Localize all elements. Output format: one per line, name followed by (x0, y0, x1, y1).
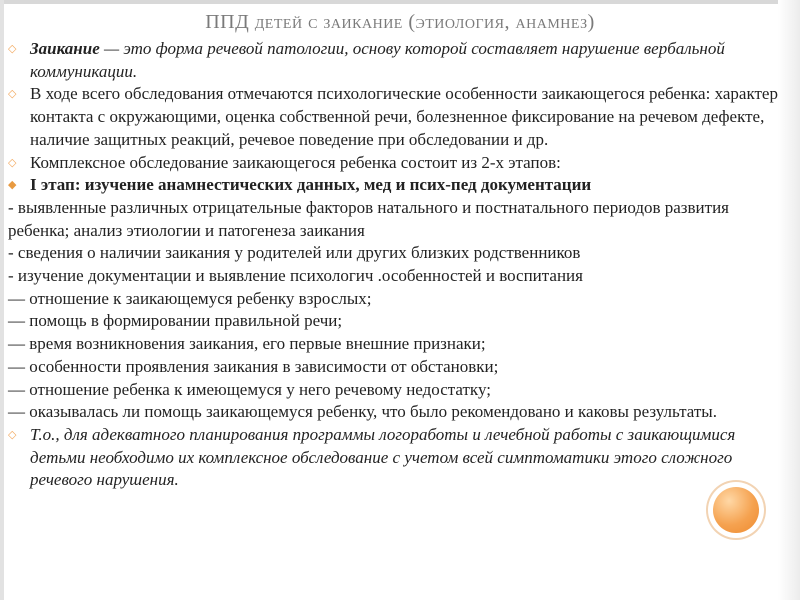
definition-text (30, 38, 786, 83)
list-line: - выявленные различных отрицательные факторов натального и постнатального периодов развития ребенка; анализ этиологии и патогенеза заикания (8, 197, 729, 240)
bullet-stages (8, 152, 786, 175)
bullet-conclusion (8, 424, 786, 492)
bullet-diamond-filled-icon: ◆ (8, 179, 17, 192)
slide-frame-left (0, 0, 4, 600)
list-line: — особенности проявления заикания в зависимости от обстановки; (8, 356, 499, 376)
bullet-diamond-icon: ◇ (8, 88, 17, 101)
list-line: — оказывалась ли помощь заикающемуся ребенку, что было рекомендовано и каковы результаты. (8, 402, 717, 422)
list-line: — помощь в формировании правильной речи; (8, 311, 343, 331)
bullet-psych (8, 83, 786, 151)
bullet-diamond-icon: ◇ (8, 428, 17, 441)
list-line: — время возникновения заикания, его первые внешние признаки; (8, 334, 486, 354)
slide-frame-top (0, 0, 800, 4)
slide-title: ППД детей с заикание (этиология, анамнез) (205, 11, 595, 33)
bullet-diamond-icon: ◇ (8, 156, 17, 169)
conclusion-text: Т.о., для адекватного планирования программы логоработы и лечебной работы с заикающимися детьми необходимо их комплексное обследование с учетом всей симптоматики этого сложного речевого нарушения. (30, 424, 736, 490)
list-line: - изучение документации и выявление психологич .особенностей и воспитания (8, 266, 583, 286)
stages-text: Комплексное обследование заикающегося ребенка состоит из 2-х этапов: (30, 152, 561, 172)
list-line: — отношение ребенка к имеющемуся у него речевому недостатку; (8, 379, 491, 399)
definition-term: Заикание (30, 39, 100, 58)
decorative-circle (713, 487, 759, 533)
list-line: - сведения о наличии заикания у родителей или других близких родственников (8, 243, 581, 263)
bullet-definition (8, 38, 786, 83)
list-line: — отношение к заикающемуся ребенку взрослых; (8, 288, 372, 308)
slide-content (8, 38, 786, 492)
stage-one-heading: I этап: изучение анамнестических данных, мед и псих-пед документации (30, 175, 592, 195)
psych-text: В ходе всего обследования отмечаются психологические особенности заикающегося ребенка: характер контакта с окружающими, оценка собственной речи, болезненное фиксирование на речевом дефекте, наличие защитных реакций, речевое поведение при обследовании и др. (30, 84, 778, 149)
bullet-diamond-icon: ◇ (8, 43, 17, 55)
bullet-stage-one (8, 174, 786, 197)
definition-rest: — это форма речевой патологии, основу которой составляет нарушение вербальной коммуникации. (30, 39, 725, 81)
